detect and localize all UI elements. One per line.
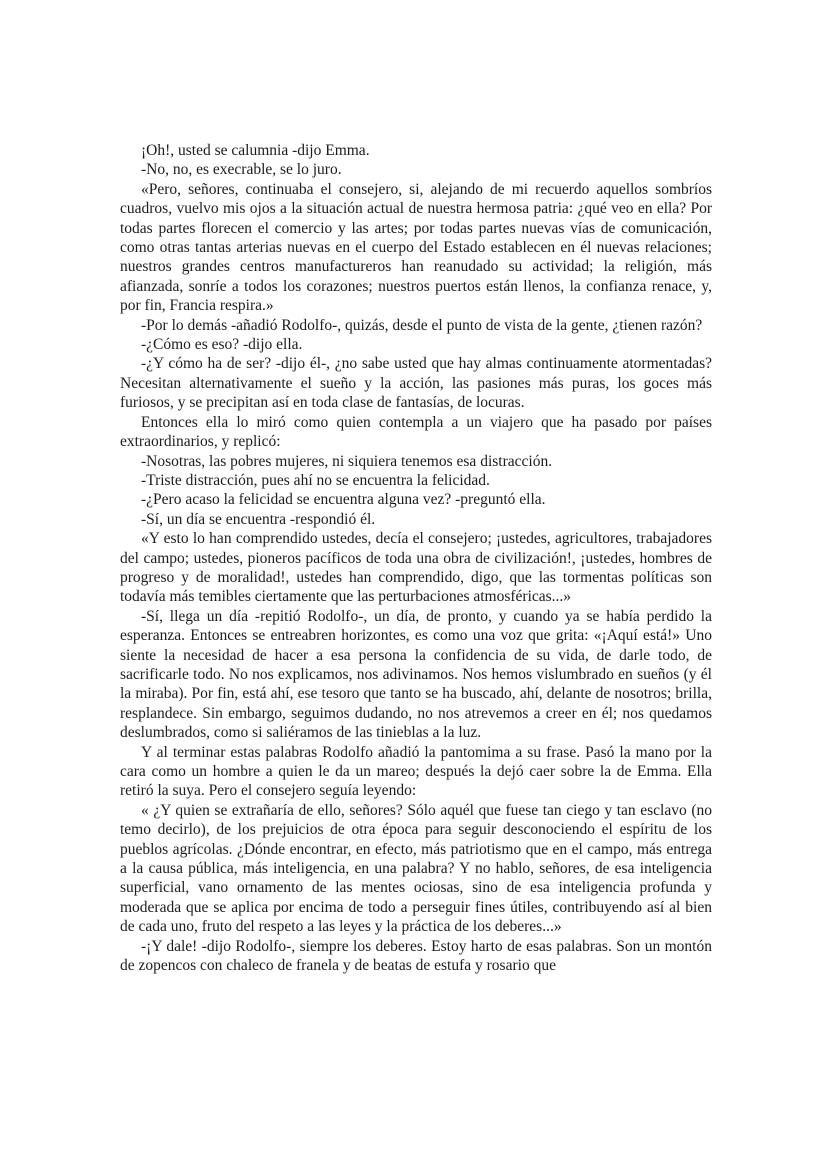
paragraph: -Por lo demás -añadió Rodolfo-, quizás, desde el punto de vista de la gente, ¿tienen razón? — [141, 316, 703, 334]
paragraph: Entonces ella lo miró como quien contempla a un viajero que ha pasado por países extraordinarios, y replicó: — [120, 413, 712, 451]
paragraph: -No, no, es execrable, se lo juro. — [141, 161, 342, 179]
paragraph: -¿Pero acaso la felicidad se encuentra alguna vez? -preguntó ella. — [141, 491, 546, 509]
paragraph: -¿Y cómo ha de ser? -dijo él-, ¿no sabe usted que hay almas continuamente atormentadas? Necesitan alternativamente el sueño y la acción, las pasiones más puras, los goces más furiosos, y se precipitan así en toda clase de fantasías, de locuras. — [120, 355, 712, 412]
paragraph: «Y esto lo han comprendido ustedes, decía el consejero; ¡ustedes, agricultores, trabajadores del campo; ustedes, pioneros pacíficos de toda una obra de civilización!, ¡ustedes, hombres de progreso y de moralidad!, ustedes han comprendido, digo, que las tormentas políticas son todavía más temibles ciertamente que las perturbaciones atmosféricas...» — [120, 530, 712, 606]
paragraph: -Nosotras, las pobres mujeres, ni siquiera tenemos esa distracción. — [141, 452, 553, 470]
paragraph: -¡Y dale! -dijo Rodolfo-, siempre los deberes. Estoy harto de esas palabras. Son un montón de zopencos con chaleco de franela y de beatas de estufa y rosario que — [120, 937, 712, 975]
paragraph: Y al terminar estas palabras Rodolfo añadió la pantomima a su frase. Pasó la mano por la cara como un hombre a quien le da un mareo; después la dejó caer sobre la de Emma. Ella retiró la suya. Pero el consejero seguía leyendo: — [120, 743, 712, 800]
text-block — [120, 141, 712, 975]
paragraph: «Pero, señores, continuaba el consejero, si, alejando de mi recuerdo aquellos sombríos cuadros, vuelvo mis ojos a la situación actual de nuestra hermosa patria: ¿qué veo en ella? Por todas partes florecen el comercio y las artes; por todas partes nuevas vías de comunicación, como otras tantas arterias nuevas en el cuerpo del Estado establecen en él nuevas relaciones; nuestros grandes centros manufactureros han reanudado su actividad; la religión, más afianzada, sonríe a todos los corazones; nuestros puertos están llenos, la confianza renace, y, por fin, Francia respira.» — [120, 180, 712, 315]
paragraph: -Triste distracción, pues ahí no se encuentra la felicidad. — [141, 471, 490, 489]
paragraph: -Sí, llega un día -repitió Rodolfo-, un día, de pronto, y cuando ya se había perdido la esperanza. Entonces se entreabren horizontes, es como una voz que grita: «¡Aquí está!» Uno siente la necesidad de hacer a esa persona la confidencia de su vida, de darle todo, de sacrificarle todo. No nos explicamos, nos adivinamos. Nos hemos vislumbrado en sueños (y él la miraba). Por fin, está ahí, ese tesoro que tanto se ha buscado, ahí, delante de nosotros; brilla, resplandece. Sin embargo, seguimos dudando, no nos atrevemos a creer en él; nos quedamos deslumbrados, como si saliéramos de las tinieblas a la luz. — [120, 607, 712, 742]
paragraph: -¿Cómo es eso? -dijo ella. — [141, 336, 303, 354]
paragraph: -Sí, un día se encuentra -respondió él. — [141, 510, 376, 528]
paragraph: « ¿Y quien se extrañaría de ello, señores? Sólo aquél que fuese tan ciego y tan esclavo (no temo decirlo), de los prejuicios de otra época para seguir desconociendo el espíritu de los pueblos agrícolas. ¿Dónde encontrar, en efecto, más patriotismo que en el campo, más entrega a la causa pública, más inteligencia, en una palabra? Y no hablo, señores, de esa inteligencia superficial, vano ornamento de las mentes ociosas, sino de esa inteligencia profunda y moderada que se aplica por encima de todo a perseguir fines útiles, contribuyendo así al bien de cada uno, fruto del respeto a las leyes y la práctica de los deberes...» — [120, 801, 712, 936]
paragraph: ¡Oh!, usted se calumnia -dijo Emma. — [141, 142, 370, 159]
